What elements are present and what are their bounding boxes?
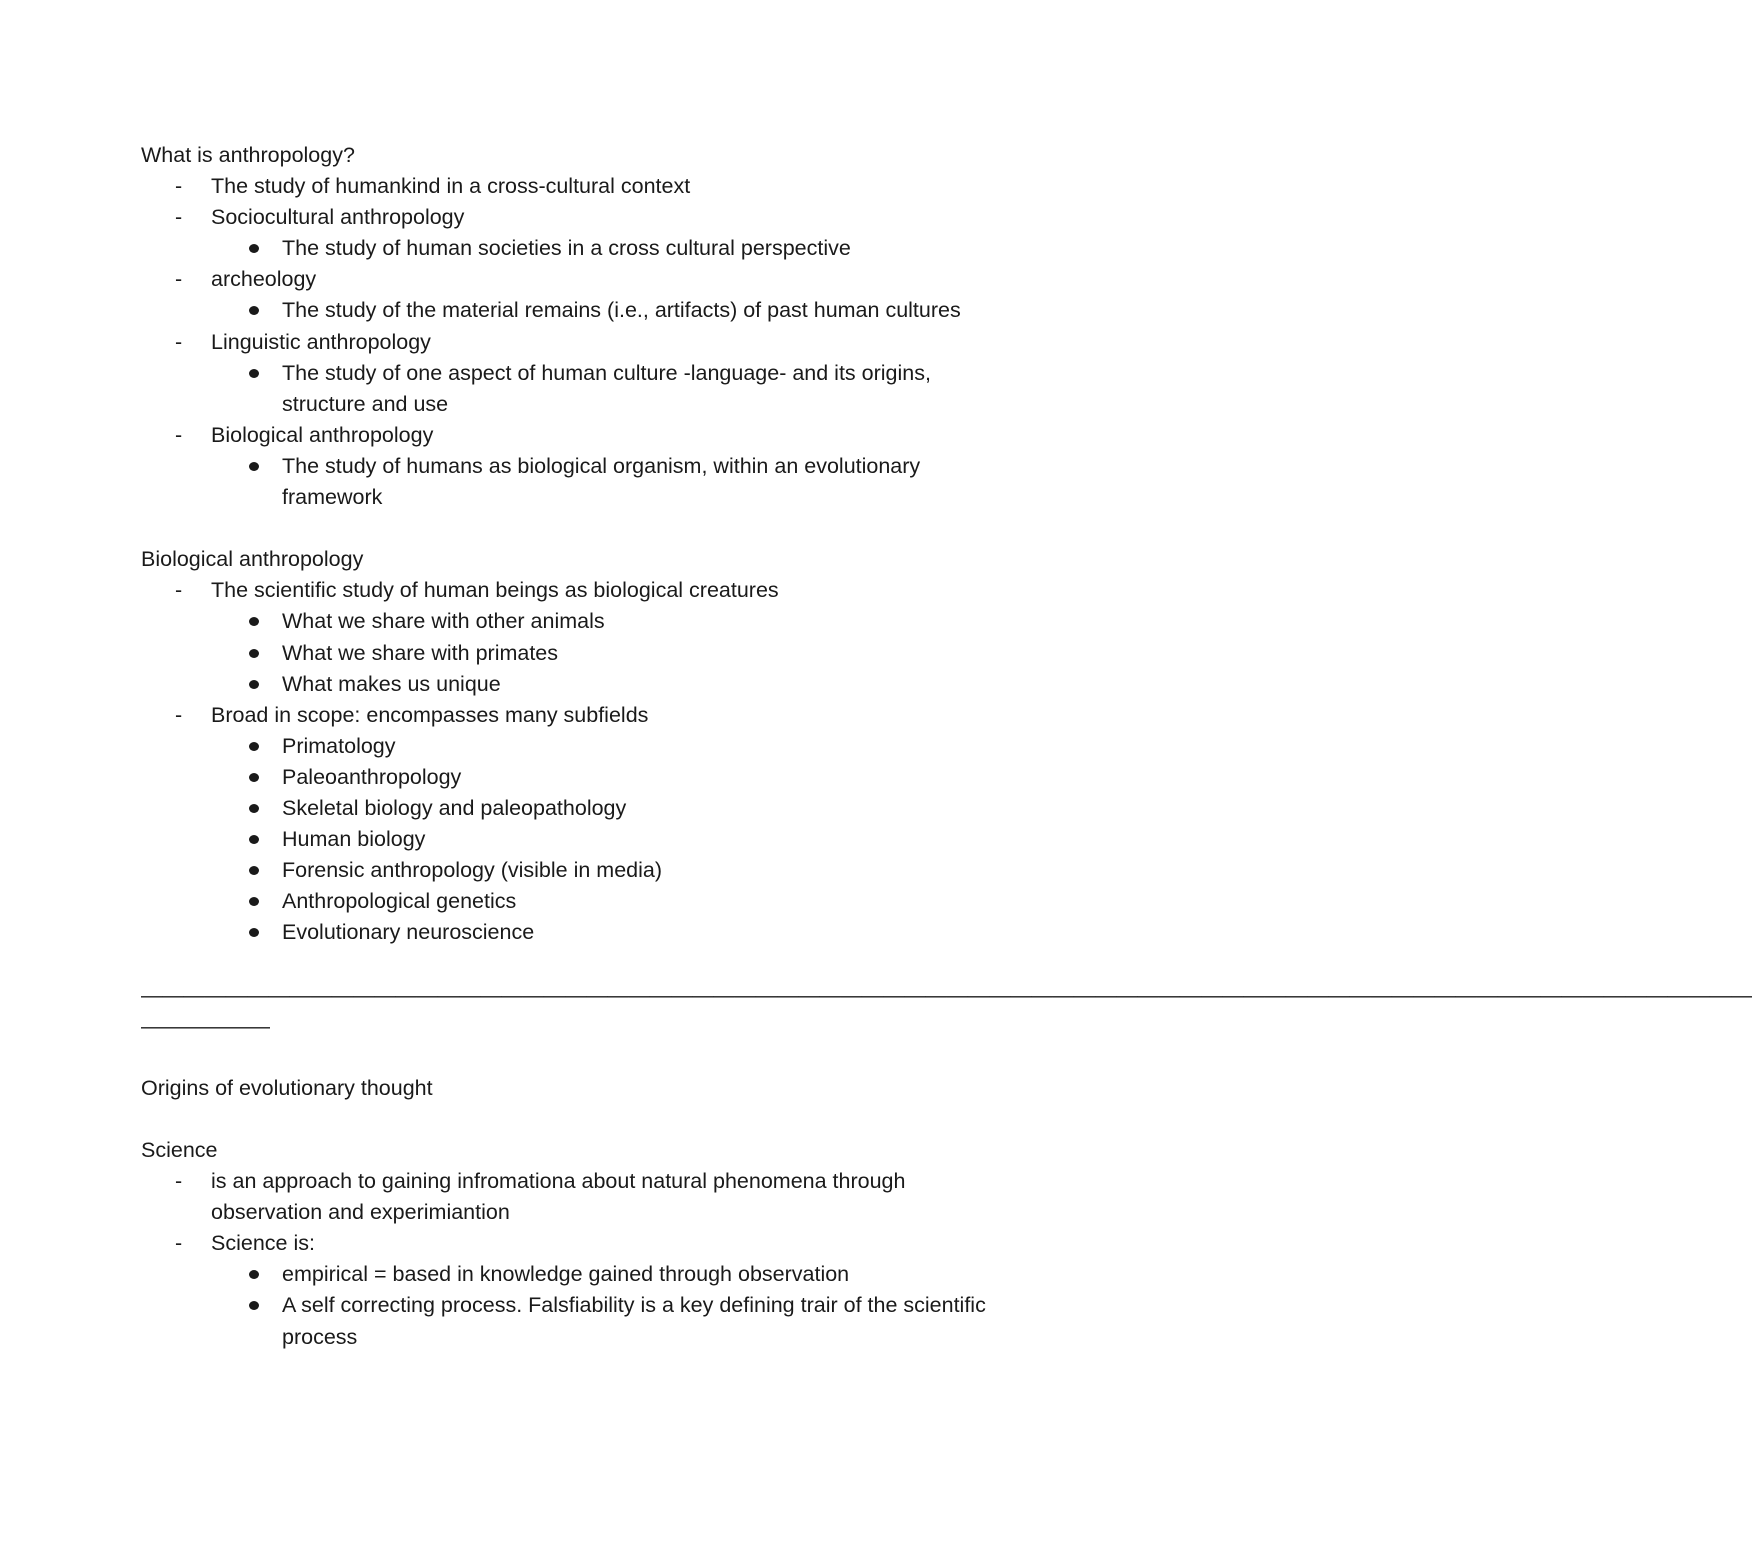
sub-item-text: What makes us unique bbox=[282, 671, 501, 696]
sub-item-text: Anthropological genetics bbox=[282, 889, 517, 914]
dash-marker: - bbox=[175, 1169, 183, 1194]
sub-item-text: The study of humans as biological organism, within an evolutionary framework bbox=[282, 453, 921, 510]
sub-list bbox=[141, 1259, 1061, 1352]
sub-list-item bbox=[211, 824, 1061, 855]
sub-list-item bbox=[211, 731, 1061, 762]
divider-line: ———————————————————————————————————————————————————————————————————————————— bbox=[141, 982, 1752, 1007]
sub-list bbox=[141, 451, 1061, 513]
blank-line bbox=[141, 1042, 1061, 1073]
sub-item-text: A self correcting process. Falsfiability is a key defining trair of the scientific process bbox=[282, 1293, 986, 1349]
blank-line bbox=[141, 513, 1061, 544]
blank-line bbox=[141, 1104, 1061, 1135]
list-item-text: The study of humankind in a cross-cultural context bbox=[211, 174, 691, 199]
list-item bbox=[141, 575, 1061, 699]
sub-item-text: empirical = based in knowledge gained through observation bbox=[282, 1262, 850, 1287]
sub-item-text: Forensic anthropology (visible in media) bbox=[282, 858, 663, 883]
dash-marker: - bbox=[175, 702, 183, 727]
list-item bbox=[141, 202, 1061, 264]
sub-list-item bbox=[211, 762, 1061, 793]
dash-marker: - bbox=[175, 1231, 183, 1256]
list-item-text: The scientific study of human beings as biological creatures bbox=[211, 578, 779, 603]
dash-marker: - bbox=[175, 578, 183, 603]
list-item bbox=[141, 264, 1061, 326]
biological-list bbox=[141, 575, 1061, 948]
bullet-icon bbox=[249, 866, 259, 875]
bullet-icon bbox=[249, 680, 259, 689]
bullet-icon bbox=[249, 835, 259, 844]
heading-science: Science bbox=[141, 1138, 218, 1162]
sub-list-item bbox=[211, 1259, 1061, 1290]
sub-item-text: What we share with other animals bbox=[282, 609, 605, 634]
sub-item-text: Evolutionary neuroscience bbox=[282, 920, 535, 945]
bullet-icon bbox=[249, 649, 259, 658]
list-item bbox=[141, 700, 1061, 949]
sub-list-item bbox=[211, 295, 1061, 326]
document-page bbox=[141, 140, 1752, 1353]
list-item-text: Sociocultural anthropology bbox=[211, 205, 465, 230]
sub-list bbox=[141, 358, 1061, 420]
sub-item-text: What we share with primates bbox=[282, 640, 559, 665]
list-item-text: Broad in scope: encompasses many subfields bbox=[211, 702, 649, 727]
bullet-icon bbox=[249, 773, 259, 782]
bullet-icon bbox=[249, 1270, 259, 1279]
list-item-text: archeology bbox=[211, 267, 317, 292]
sub-item-text: Skeletal biology and paleopathology bbox=[282, 795, 627, 820]
list-item bbox=[141, 420, 1061, 513]
bullet-icon bbox=[249, 462, 259, 471]
sub-item-text: Paleoanthropology bbox=[282, 764, 462, 789]
dash-marker: - bbox=[175, 422, 183, 447]
science-list bbox=[141, 1166, 1061, 1353]
sub-list-item bbox=[211, 606, 1061, 637]
heading-what-is-anthropology: What is anthropology? bbox=[141, 143, 355, 167]
sub-list-item bbox=[211, 855, 1061, 886]
sub-list-item bbox=[211, 917, 1061, 948]
list-item-text: Linguistic anthropology bbox=[211, 329, 431, 354]
sub-item-text: Human biology bbox=[282, 827, 426, 852]
dash-marker: - bbox=[175, 267, 183, 292]
bullet-icon bbox=[249, 244, 259, 253]
divider-line-continuation: —————— bbox=[141, 1013, 270, 1038]
sub-list-item bbox=[211, 233, 1061, 264]
sub-list-item bbox=[211, 1290, 1061, 1352]
heading-origins-of-evolutionary-thought: Origins of evolutionary thought bbox=[141, 1075, 433, 1100]
sub-item-text: The study of one aspect of human culture -language- and its origins, structure and use bbox=[282, 360, 931, 416]
sub-list-item bbox=[211, 358, 1061, 420]
sub-list-item bbox=[211, 793, 1061, 824]
blank-line bbox=[141, 948, 1061, 979]
bullet-icon bbox=[249, 897, 259, 906]
sub-list bbox=[141, 606, 1061, 699]
sub-item-text: The study of human societies in a cross cultural perspective bbox=[282, 236, 851, 261]
list-item-text: Biological anthropology bbox=[211, 422, 434, 447]
bullet-icon bbox=[249, 306, 259, 315]
bullet-icon bbox=[249, 928, 259, 937]
sub-item-text: Primatology bbox=[282, 733, 396, 758]
list-item-text: is an approach to gaining infromationa about natural phenomena through observation and experimiantion bbox=[211, 1169, 906, 1225]
list-item bbox=[141, 171, 1061, 202]
list-item bbox=[141, 1166, 1061, 1228]
bullet-icon bbox=[249, 1301, 259, 1310]
bullet-icon bbox=[249, 804, 259, 813]
sub-list-item bbox=[211, 886, 1061, 917]
heading-biological-anthropology: Biological anthropology bbox=[141, 547, 364, 572]
dash-marker: - bbox=[175, 329, 183, 354]
sub-item-text: The study of the material remains (i.e., artifacts) of past human cultures bbox=[282, 298, 961, 323]
list-item bbox=[141, 327, 1061, 420]
sub-list bbox=[141, 295, 1061, 326]
sub-list-item bbox=[211, 638, 1061, 669]
sub-list-item bbox=[211, 451, 1061, 513]
dash-marker: - bbox=[175, 174, 183, 199]
sub-list bbox=[141, 233, 1061, 264]
anthropology-list bbox=[141, 171, 1061, 513]
bullet-icon bbox=[249, 742, 259, 751]
dash-marker: - bbox=[175, 205, 183, 230]
sub-list-item bbox=[211, 669, 1061, 700]
bullet-icon bbox=[249, 617, 259, 626]
list-item bbox=[141, 1228, 1061, 1352]
list-item-text: Science is: bbox=[211, 1231, 315, 1256]
sub-list bbox=[141, 731, 1061, 949]
bullet-icon bbox=[249, 369, 259, 378]
